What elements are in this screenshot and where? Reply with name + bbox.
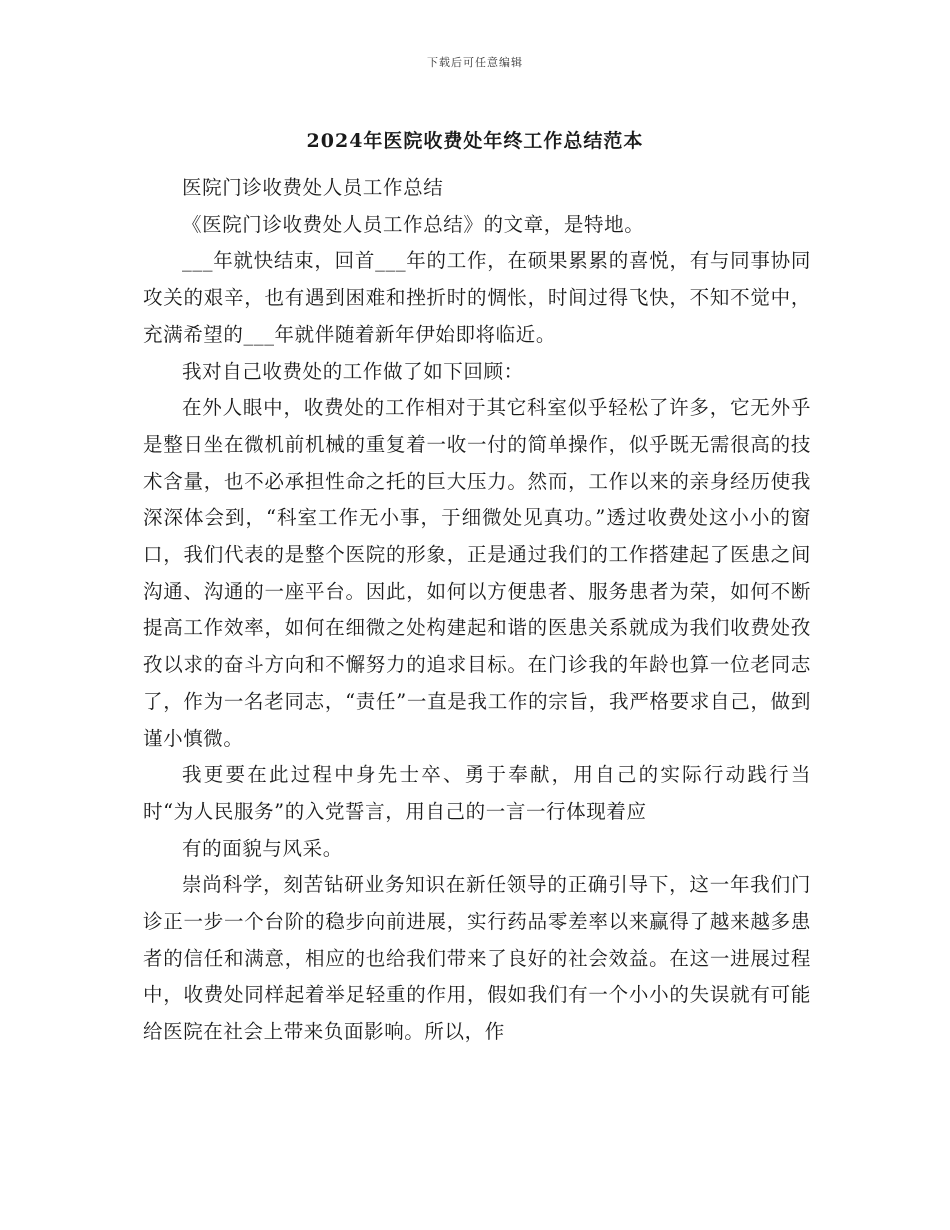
paragraph-heading: 医院门诊收费处人员工作总结	[182, 176, 444, 199]
document-body	[143, 170, 811, 1051]
paragraph-science: 崇尚科学，刻苦钻研业务知识在新任领导的正确引导下，这一年我们门诊正一步一个台阶的稳步向前进展，实行药品零差率以来赢得了越来越多患者的信任和满意，相应的也给我们带来了良好的社会效益。在这一进展过程中，收费处同样起着举足轻重的作用，假如我们有一个小小的失误就有可能给医院在社会上带来负面影响。所以，作	[143, 873, 811, 1044]
header-note: 下载后可任意编辑	[427, 56, 523, 69]
paragraph-intro: 《医院门诊收费处人员工作总结》的文章，是特地。	[182, 212, 645, 236]
paragraph-dedication-end: 有的面貌与风采。	[182, 836, 343, 860]
paragraph-work-description: 在外人眼中，收费处的工作相对于其它科室似乎轻松了许多，它无外乎是整日坐在微机前机械的重复着一收一付的简单操作，似乎既无需很高的技术含量，也不必承担性命之托的巨大压力。然而，工作以来的亲身经历使我深深体会到，“科室工作无小事，于细微处见真功。”透过收费处这小小的窗口，我们代表的是整个医院的形象，正是通过我们的工作搭建起了医患之间沟通、沟通的一座平台。因此，如何以方便患者、服务患者为荣，如何不断提高工作效率，如何在细微之处构建起和谐的医患关系就成为我们收费处孜孜以求的奋斗方向和不懈努力的追求目标。在门诊我的年龄也算一位老同志了，作为一名老同志，“责任”一直是我工作的宗旨，我严格要求自己，做到谨小慎微。	[143, 396, 811, 750]
paragraph-review-lead: 我对自己收费处的工作做了如下回顾：	[182, 359, 524, 383]
paragraph-year-review: ___年就快结束，回首___年的工作，在硕果累累的喜悦，有与同事协同攻关的艰辛，也有遇到困难和挫折时的惆怅，时间过得飞快，不知不觉中，充满希望的___年就伴随着新年伊始即将临近。	[143, 249, 811, 346]
paragraph-dedication: 我更要在此过程中身先士卒、勇于奉献，用自己的实际行动践行当时“为人民服务”的入党誓言，用自己的一言一行体现着应	[143, 763, 811, 823]
document-title: 2024年医院收费处年终工作总结范本	[306, 130, 644, 152]
